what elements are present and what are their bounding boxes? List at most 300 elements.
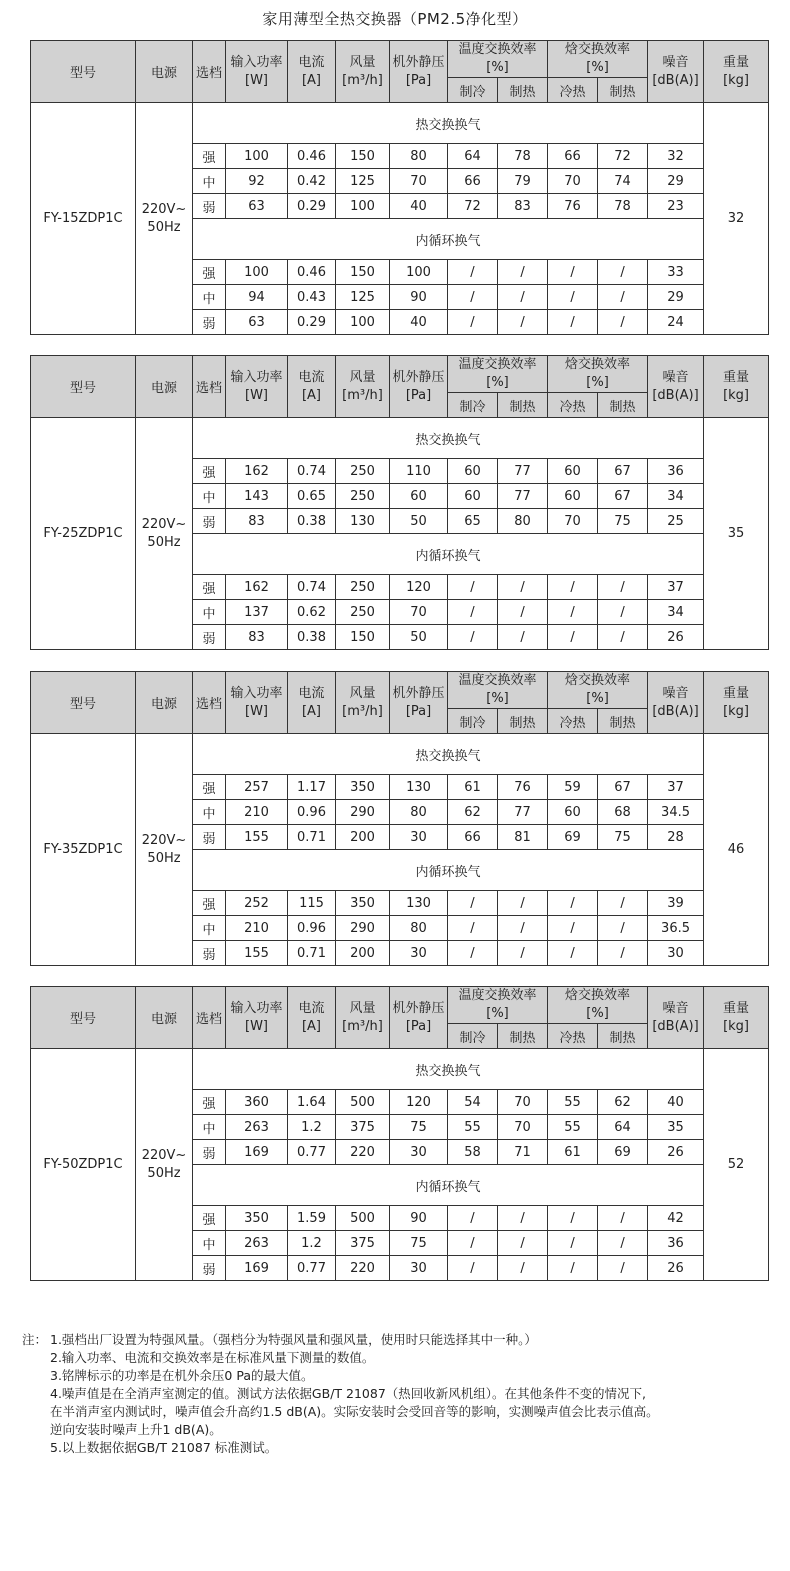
value-cell: / (448, 1206, 498, 1231)
value-cell: 155 (226, 941, 288, 966)
value-cell: / (598, 1256, 648, 1281)
value-cell: 80 (390, 144, 448, 169)
header-airflow-label: 风量 (349, 369, 376, 385)
value-cell: 375 (336, 1231, 390, 1256)
header-noise-label: 噪音 (662, 369, 689, 385)
section-recirculation: 内循环换气 (193, 850, 704, 891)
value-cell: 26 (648, 1140, 704, 1165)
value-cell: 69 (598, 1140, 648, 1165)
value-cell: 76 (498, 775, 548, 800)
value-cell: 100 (390, 260, 448, 285)
value-cell: / (598, 941, 648, 966)
value-cell: 35 (648, 1115, 704, 1140)
power-voltage: 220V~ (141, 832, 187, 848)
value-cell: 263 (226, 1115, 288, 1140)
value-cell: 61 (548, 1140, 598, 1165)
value-cell: 0.42 (288, 169, 336, 194)
value-cell: 78 (598, 194, 648, 219)
value-cell: 137 (226, 600, 288, 625)
value-cell: 76 (548, 194, 598, 219)
value-cell: 34 (648, 484, 704, 509)
note-row (22, 1367, 782, 1385)
header-enth-cool: 冷热 (548, 393, 598, 418)
value-cell: / (598, 260, 648, 285)
header-noise-bracket: [ (652, 703, 658, 719)
value-cell: 169 (226, 1256, 288, 1281)
header-temp-efficiency-label: 温度交换效率 (458, 42, 537, 57)
header-static-pressure (390, 356, 448, 418)
value-cell: 40 (390, 194, 448, 219)
value-cell: 100 (336, 194, 390, 219)
gear-cell: 中 (193, 484, 226, 509)
value-cell: / (498, 1231, 548, 1256)
weight-cell: 46 (704, 734, 769, 966)
gear-cell: 强 (193, 144, 226, 169)
value-cell: 162 (226, 459, 288, 484)
header-airflow-unit: [m³/h] (342, 387, 383, 403)
value-cell: 360 (226, 1090, 288, 1115)
header-weight-label: 重量 (723, 1000, 750, 1016)
header-static-pressure-label: 机外静压 (392, 54, 445, 70)
header-temp-efficiency (448, 41, 548, 78)
header-current-label: 电流 (298, 1000, 325, 1016)
header-input-power (226, 672, 288, 734)
header-enthalpy-efficiency (548, 41, 648, 78)
value-cell: 250 (336, 484, 390, 509)
header-input-power-label: 输入功率 (230, 54, 283, 70)
header-noise (648, 41, 704, 103)
value-cell: 60 (390, 484, 448, 509)
value-cell: / (498, 285, 548, 310)
value-cell: 40 (648, 1090, 704, 1115)
value-cell: 55 (448, 1115, 498, 1140)
value-cell: / (448, 260, 498, 285)
header-input-power-unit: [W] (245, 387, 268, 403)
value-cell: 63 (226, 194, 288, 219)
value-cell: 350 (336, 891, 390, 916)
header-enthalpy-efficiency (548, 672, 648, 709)
header-enthalpy-efficiency-unit: [%] (586, 60, 609, 75)
value-cell: 26 (648, 625, 704, 650)
value-cell: / (548, 1231, 598, 1256)
value-cell: / (548, 891, 598, 916)
spec-table (30, 671, 769, 966)
value-cell: 500 (336, 1206, 390, 1231)
header-current-label: 电流 (298, 54, 325, 70)
header-current-unit: [A] (301, 703, 322, 719)
value-cell: 75 (390, 1115, 448, 1140)
value-cell: 125 (336, 169, 390, 194)
value-cell: 200 (336, 941, 390, 966)
value-cell: 60 (448, 459, 498, 484)
value-cell: 75 (390, 1231, 448, 1256)
value-cell: 68 (598, 800, 648, 825)
value-cell: 130 (336, 509, 390, 534)
header-static-pressure-unit: [Pa] (405, 72, 432, 88)
value-cell: 32 (648, 144, 704, 169)
value-cell: 220 (336, 1140, 390, 1165)
header-power: 电源 (136, 672, 193, 734)
value-cell: / (598, 575, 648, 600)
value-cell: 36 (648, 459, 704, 484)
header-weight-unit: [kg] (723, 1018, 749, 1034)
value-cell: 0.29 (288, 310, 336, 335)
value-cell: 75 (598, 825, 648, 850)
value-cell: 500 (336, 1090, 390, 1115)
header-weight (704, 356, 769, 418)
value-cell: / (448, 310, 498, 335)
value-cell: 100 (226, 144, 288, 169)
value-cell: 1.64 (288, 1090, 336, 1115)
note-row (22, 1331, 782, 1349)
header-enth-cool: 冷热 (548, 78, 598, 103)
value-cell: 33 (648, 260, 704, 285)
header-enthalpy-efficiency-unit: [%] (586, 375, 609, 390)
header-input-power-unit: [W] (245, 703, 268, 719)
value-cell: 26 (648, 1256, 704, 1281)
value-cell: 67 (598, 484, 648, 509)
value-cell: / (448, 575, 498, 600)
gear-cell: 强 (193, 575, 226, 600)
value-cell: 210 (226, 800, 288, 825)
spec-table (30, 986, 769, 1281)
header-static-pressure-label: 机外静压 (392, 369, 445, 385)
header-power: 电源 (136, 41, 193, 103)
header-static-pressure-label: 机外静压 (392, 1000, 445, 1016)
value-cell: / (498, 1206, 548, 1231)
value-cell: / (548, 916, 598, 941)
value-cell: / (598, 600, 648, 625)
header-current (288, 672, 336, 734)
header-current-label: 电流 (298, 369, 325, 385)
value-cell: 70 (498, 1115, 548, 1140)
header-temp-efficiency-unit: [%] (486, 60, 509, 75)
weight-cell: 35 (704, 418, 769, 650)
power-cell (136, 1049, 193, 1281)
value-cell: / (548, 941, 598, 966)
value-cell: 80 (390, 916, 448, 941)
header-gear: 选档 (193, 356, 226, 418)
value-cell: 0.43 (288, 285, 336, 310)
value-cell: 60 (448, 484, 498, 509)
value-cell: 0.74 (288, 459, 336, 484)
header-input-power-label: 输入功率 (230, 685, 283, 701)
header-enth-heat: 制热 (598, 1024, 648, 1049)
value-cell: 29 (648, 169, 704, 194)
value-cell: 252 (226, 891, 288, 916)
value-cell: 59 (548, 775, 598, 800)
value-cell: / (498, 916, 548, 941)
value-cell: / (548, 575, 598, 600)
header-weight (704, 672, 769, 734)
value-cell: 70 (548, 509, 598, 534)
header-airflow (336, 356, 390, 418)
header-static-pressure (390, 41, 448, 103)
spec-table (30, 355, 769, 650)
value-cell: 250 (336, 575, 390, 600)
power-cell (136, 734, 193, 966)
value-cell: 130 (390, 775, 448, 800)
value-cell: 78 (498, 144, 548, 169)
header-static-pressure (390, 987, 448, 1049)
value-cell: 200 (336, 825, 390, 850)
header-model: 型号 (31, 41, 136, 103)
value-cell: / (498, 600, 548, 625)
header-temp-efficiency-unit: [%] (486, 1006, 509, 1021)
value-cell: / (498, 891, 548, 916)
value-cell: 83 (226, 625, 288, 650)
value-cell: 37 (648, 775, 704, 800)
value-cell: 39 (648, 891, 704, 916)
value-cell: / (448, 600, 498, 625)
power-frequency: 50Hz (147, 1165, 181, 1181)
value-cell: 66 (548, 144, 598, 169)
header-airflow-unit: [m³/h] (342, 72, 383, 88)
header-enthalpy-efficiency-unit: [%] (586, 1006, 609, 1021)
value-cell: / (548, 625, 598, 650)
value-cell: / (498, 941, 548, 966)
value-cell: 350 (336, 775, 390, 800)
value-cell: 92 (226, 169, 288, 194)
header-enthalpy-efficiency-label: 焓交换效率 (565, 357, 631, 372)
gear-cell: 中 (193, 600, 226, 625)
value-cell: 150 (336, 260, 390, 285)
gear-cell: 中 (193, 1115, 226, 1140)
value-cell: / (548, 1256, 598, 1281)
header-current (288, 987, 336, 1049)
value-cell: / (548, 260, 598, 285)
value-cell: 115 (288, 891, 336, 916)
value-cell: 0.96 (288, 800, 336, 825)
gear-cell: 弱 (193, 1140, 226, 1165)
value-cell: 70 (390, 600, 448, 625)
value-cell: 0.71 (288, 825, 336, 850)
gear-cell: 强 (193, 891, 226, 916)
power-voltage: 220V~ (141, 201, 187, 217)
header-weight-unit: [kg] (723, 72, 749, 88)
value-cell: 83 (498, 194, 548, 219)
value-cell: 36.5 (648, 916, 704, 941)
notes-section (22, 1331, 782, 1457)
value-cell: / (498, 260, 548, 285)
value-cell: 110 (390, 459, 448, 484)
value-cell: 77 (498, 484, 548, 509)
value-cell: / (448, 1256, 498, 1281)
power-frequency: 50Hz (147, 850, 181, 866)
value-cell: / (548, 285, 598, 310)
value-cell: 79 (498, 169, 548, 194)
header-enth-cool: 冷热 (548, 1024, 598, 1049)
header-noise-bracket: [ (652, 387, 658, 403)
value-cell: 0.38 (288, 509, 336, 534)
header-current-label: 电流 (298, 685, 325, 701)
value-cell: 0.77 (288, 1140, 336, 1165)
weight-cell: 32 (704, 103, 769, 335)
header-weight-unit: [kg] (723, 387, 749, 403)
value-cell: 30 (390, 1256, 448, 1281)
header-noise-label: 噪音 (662, 685, 689, 701)
value-cell: / (598, 285, 648, 310)
value-cell: 0.29 (288, 194, 336, 219)
value-cell: 80 (390, 800, 448, 825)
header-weight (704, 987, 769, 1049)
header-model: 型号 (31, 672, 136, 734)
value-cell: 28 (648, 825, 704, 850)
header-enth-heat: 制热 (598, 709, 648, 734)
section-recirculation: 内循环换气 (193, 219, 704, 260)
value-cell: 30 (390, 825, 448, 850)
gear-cell: 强 (193, 459, 226, 484)
gear-cell: 中 (193, 916, 226, 941)
header-weight (704, 41, 769, 103)
header-temp-heat: 制热 (498, 393, 548, 418)
header-temp-efficiency-unit: [%] (486, 375, 509, 390)
value-cell: 64 (598, 1115, 648, 1140)
value-cell: 77 (498, 459, 548, 484)
header-noise (648, 356, 704, 418)
value-cell: 37 (648, 575, 704, 600)
header-enthalpy-efficiency (548, 356, 648, 393)
value-cell: 143 (226, 484, 288, 509)
note-row (22, 1439, 782, 1457)
power-voltage: 220V~ (141, 516, 187, 532)
header-temp-cool: 制冷 (448, 709, 498, 734)
header-temp-efficiency-label: 温度交换效率 (458, 673, 537, 688)
model-cell: FY-25ZDP1C (31, 418, 136, 650)
value-cell: 50 (390, 625, 448, 650)
value-cell: / (498, 625, 548, 650)
header-airflow-unit: [m³/h] (342, 1018, 383, 1034)
value-cell: / (598, 1231, 648, 1256)
section-recirculation: 内循环换气 (193, 1165, 704, 1206)
gear-cell: 中 (193, 800, 226, 825)
value-cell: / (448, 285, 498, 310)
header-current-unit: [A] (301, 1018, 322, 1034)
value-cell: / (548, 600, 598, 625)
value-cell: 150 (336, 625, 390, 650)
note-item: 2.输入功率、电流和交换效率是在标准风量下测量的数值。 (50, 1350, 375, 1365)
header-temp-cool: 制冷 (448, 78, 498, 103)
value-cell: / (448, 941, 498, 966)
header-current-unit: [A] (301, 387, 322, 403)
header-input-power (226, 356, 288, 418)
header-noise (648, 672, 704, 734)
value-cell: 120 (390, 1090, 448, 1115)
model-cell: FY-50ZDP1C (31, 1049, 136, 1281)
header-noise-label: 噪音 (662, 54, 689, 70)
header-noise-unit: dB(A)] (657, 387, 699, 403)
header-enthalpy-efficiency-label: 焓交换效率 (565, 988, 631, 1003)
value-cell: / (598, 891, 648, 916)
gear-cell: 弱 (193, 625, 226, 650)
value-cell: 1.2 (288, 1231, 336, 1256)
model-cell: FY-35ZDP1C (31, 734, 136, 966)
header-weight-label: 重量 (723, 369, 750, 385)
value-cell: / (498, 310, 548, 335)
value-cell: 257 (226, 775, 288, 800)
value-cell: / (548, 310, 598, 335)
header-enth-cool: 冷热 (548, 709, 598, 734)
header-noise-unit: dB(A)] (657, 1018, 699, 1034)
notes-label: 注： (22, 1332, 48, 1347)
header-static-pressure-label: 机外静压 (392, 685, 445, 701)
value-cell: 90 (390, 1206, 448, 1231)
header-noise-label: 噪音 (662, 1000, 689, 1016)
value-cell: 67 (598, 459, 648, 484)
value-cell: 25 (648, 509, 704, 534)
value-cell: / (598, 625, 648, 650)
value-cell: 60 (548, 459, 598, 484)
value-cell: 220 (336, 1256, 390, 1281)
value-cell: 210 (226, 916, 288, 941)
value-cell: 69 (548, 825, 598, 850)
header-airflow-label: 风量 (349, 1000, 376, 1016)
header-gear: 选档 (193, 41, 226, 103)
value-cell: 1.59 (288, 1206, 336, 1231)
value-cell: 67 (598, 775, 648, 800)
value-cell: 263 (226, 1231, 288, 1256)
header-weight-label: 重量 (723, 685, 750, 701)
value-cell: 24 (648, 310, 704, 335)
value-cell: / (598, 1206, 648, 1231)
header-current-unit: [A] (301, 72, 322, 88)
value-cell: 40 (390, 310, 448, 335)
value-cell: 375 (336, 1115, 390, 1140)
header-power: 电源 (136, 356, 193, 418)
value-cell: 54 (448, 1090, 498, 1115)
gear-cell: 弱 (193, 941, 226, 966)
value-cell: / (548, 1206, 598, 1231)
note-item: 3.铭牌标示的功率是在机外余压0 Pa的最大值。 (50, 1368, 314, 1383)
value-cell: 30 (648, 941, 704, 966)
gear-cell: 强 (193, 1090, 226, 1115)
value-cell: 290 (336, 800, 390, 825)
section-recirculation: 内循环换气 (193, 534, 704, 575)
value-cell: 94 (226, 285, 288, 310)
value-cell: 100 (226, 260, 288, 285)
value-cell: 42 (648, 1206, 704, 1231)
value-cell: 77 (498, 800, 548, 825)
value-cell: 290 (336, 916, 390, 941)
value-cell: 70 (548, 169, 598, 194)
gear-cell: 弱 (193, 1256, 226, 1281)
gear-cell: 强 (193, 260, 226, 285)
header-enthalpy-efficiency-label: 焓交换效率 (565, 42, 631, 57)
value-cell: 66 (448, 169, 498, 194)
value-cell: 250 (336, 459, 390, 484)
value-cell: 1.17 (288, 775, 336, 800)
header-airflow (336, 987, 390, 1049)
value-cell: 30 (390, 1140, 448, 1165)
value-cell: 80 (498, 509, 548, 534)
value-cell: 83 (226, 509, 288, 534)
header-gear: 选档 (193, 672, 226, 734)
value-cell: 34.5 (648, 800, 704, 825)
header-input-power-label: 输入功率 (230, 369, 283, 385)
header-noise-unit: dB(A)] (657, 703, 699, 719)
value-cell: 162 (226, 575, 288, 600)
header-input-power-label: 输入功率 (230, 1000, 283, 1016)
header-noise (648, 987, 704, 1049)
value-cell: 60 (548, 800, 598, 825)
power-frequency: 50Hz (147, 534, 181, 550)
header-temp-efficiency-unit: [%] (486, 691, 509, 706)
header-input-power-unit: [W] (245, 1018, 268, 1034)
gear-cell: 中 (193, 1231, 226, 1256)
value-cell: 70 (498, 1090, 548, 1115)
value-cell: 62 (598, 1090, 648, 1115)
header-weight-label: 重量 (723, 54, 750, 70)
